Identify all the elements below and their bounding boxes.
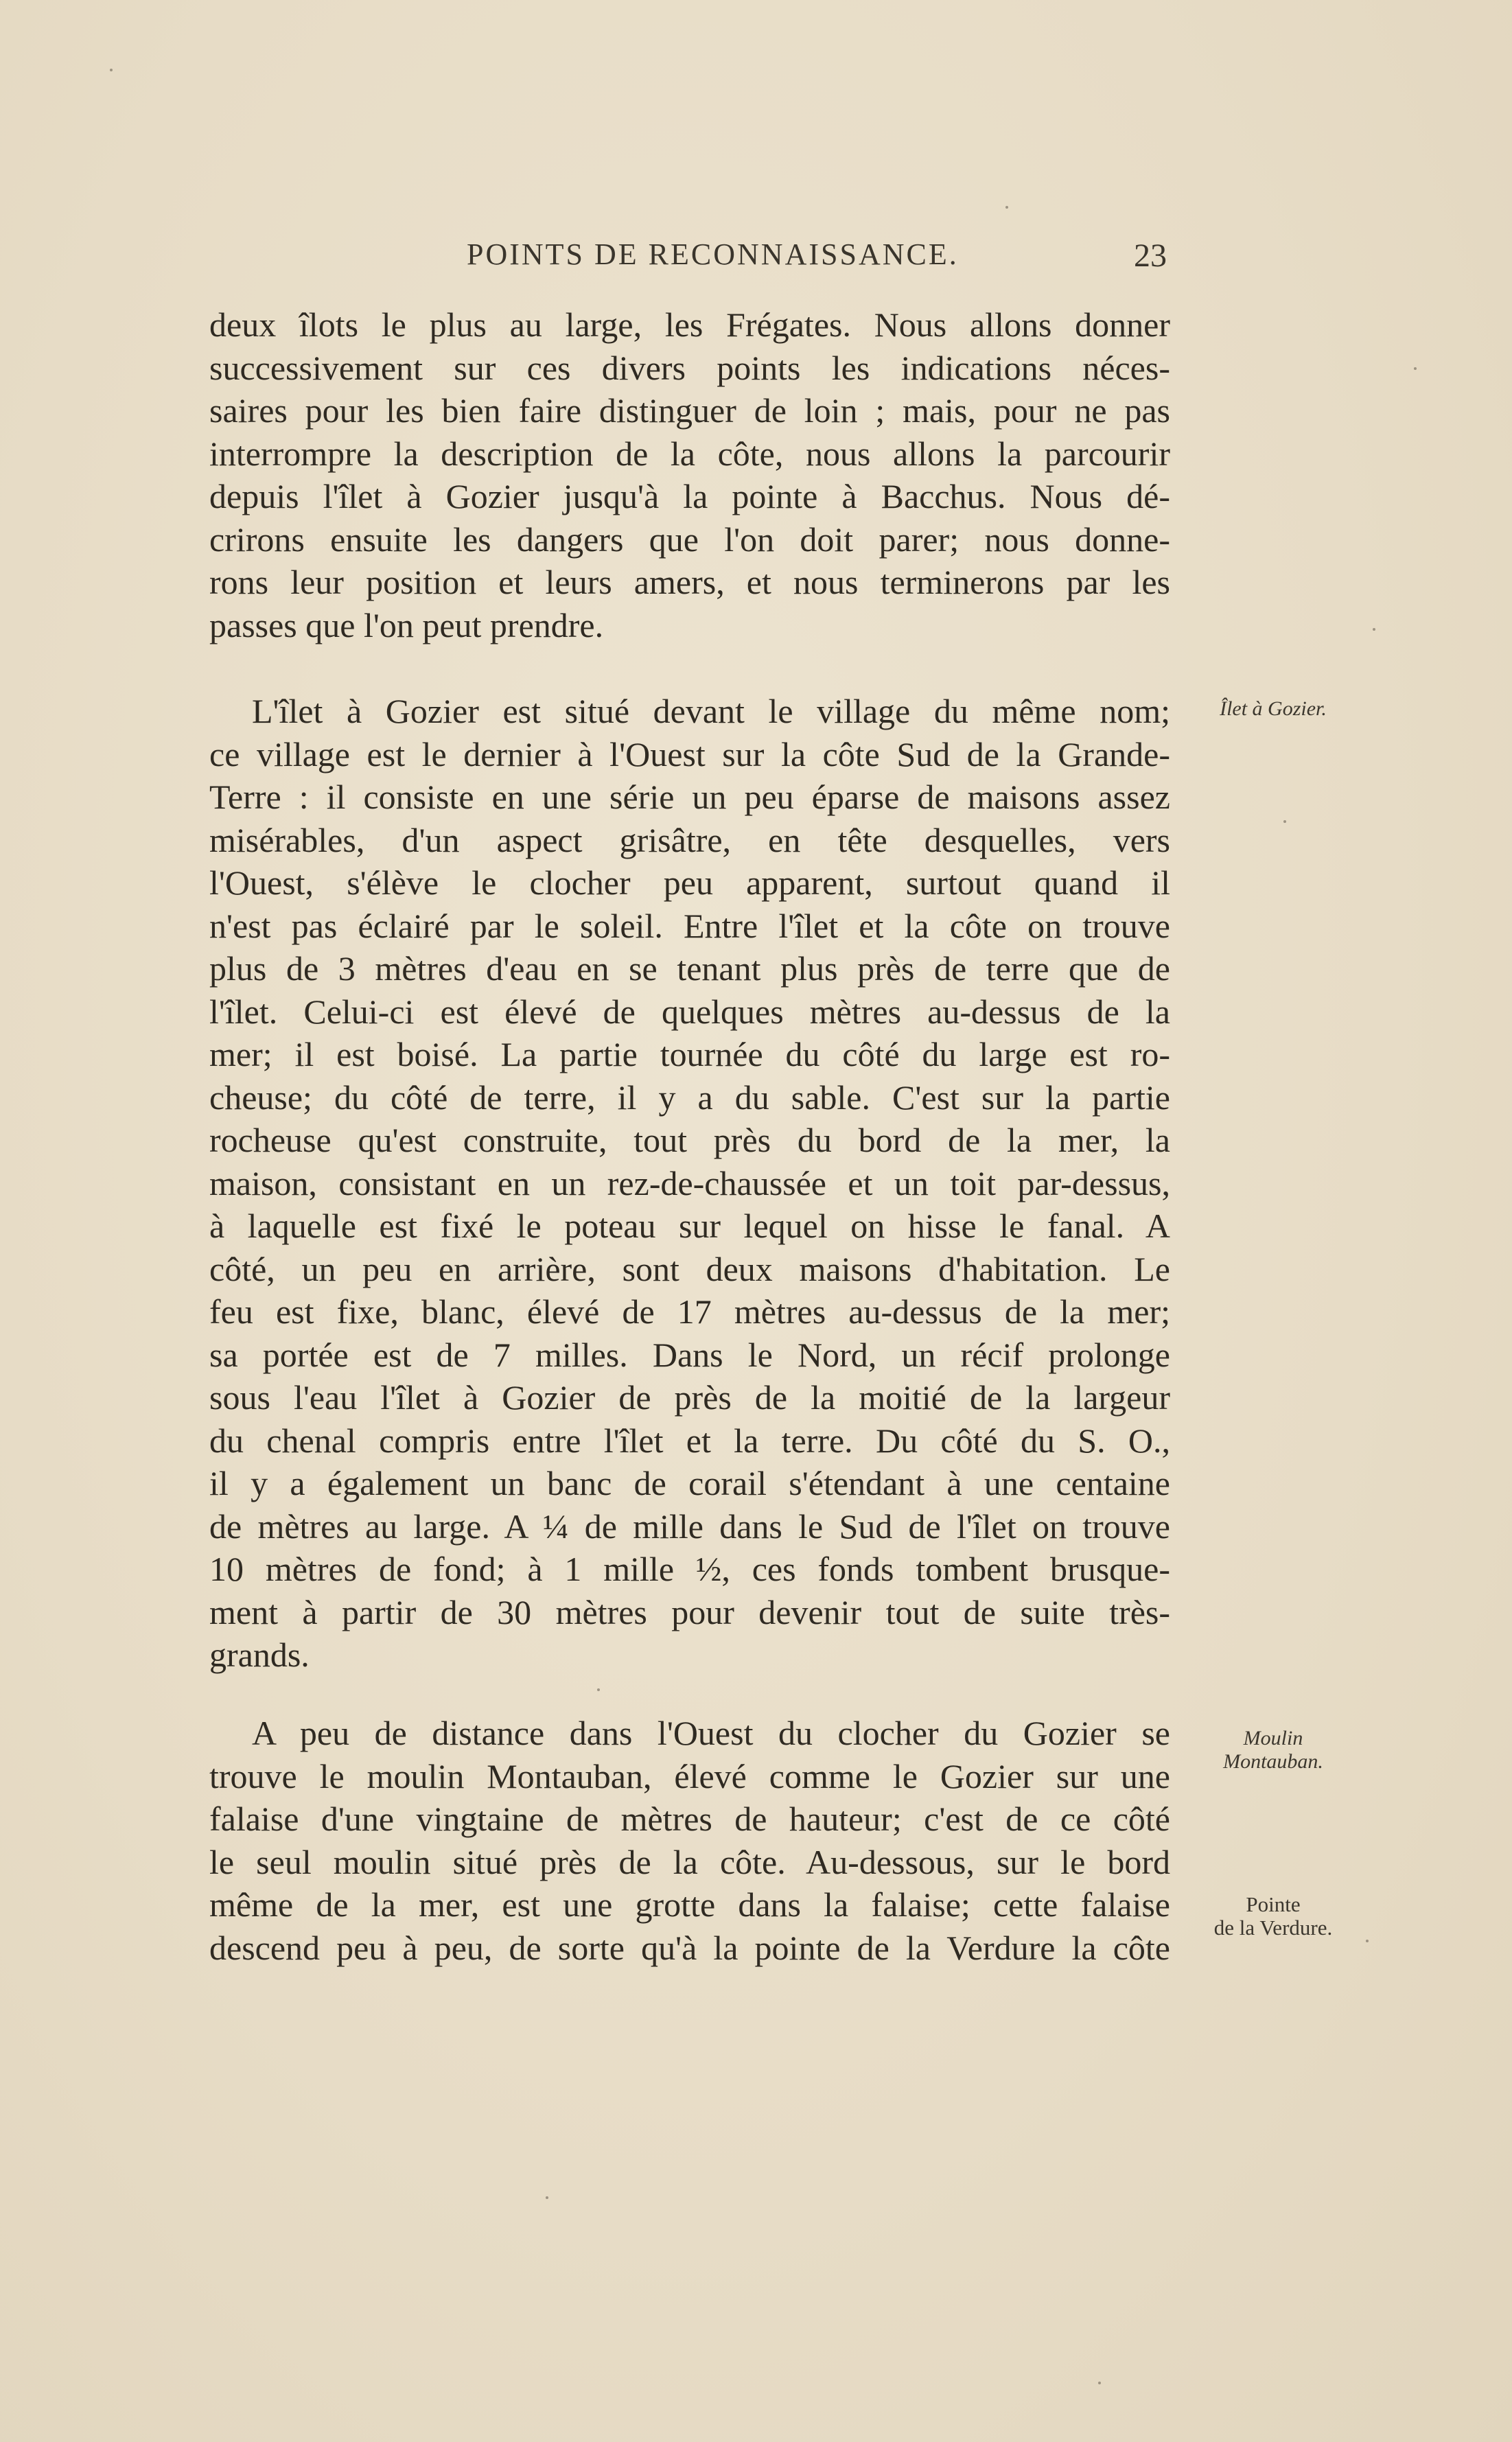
text-line: du chenal compris entre l'îlet et la terre. Du côté du S. O., <box>209 1421 1170 1460</box>
text-line: trouve le moulin Montauban, élevé comme le Gozier sur une <box>209 1756 1170 1795</box>
text-line: sous l'eau l'îlet à Gozier de près de la moitié de la largeur <box>209 1378 1170 1417</box>
paper-speck <box>546 2196 548 2199</box>
text-line: depuis l'îlet à Gozier jusqu'à la pointe à Bacchus. Nous dé- <box>209 477 1170 515</box>
text-line: rocheuse qu'est construite, tout près du bord de la mer, la <box>209 1121 1170 1159</box>
text-line: ment à partir de 30 mètres pour devenir tout de suite très- <box>209 1592 1170 1631</box>
text-line: il y a également un banc de corail s'étendant à une centaine <box>209 1464 1170 1502</box>
margin-note-moulin-montauban <box>1191 1727 1356 1774</box>
text-line: crirons ensuite les dangers que l'on doit parer; nous donne- <box>209 520 1170 559</box>
margin-note-line: Pointe <box>1246 1892 1301 1916</box>
header-title: POINTS DE RECONNAISSANCE. <box>467 237 959 271</box>
text-line: deux îlots le plus au large, les Frégates. Nous allons donner <box>209 305 1170 344</box>
paper-speck <box>1414 367 1417 370</box>
paper-speck <box>1005 206 1008 209</box>
text-line: successivement sur ces divers points les indications néces- <box>209 348 1170 387</box>
paragraph-1 <box>209 303 1170 647</box>
text-line: mer; il est boisé. La partie tournée du côté du large est ro- <box>209 1035 1170 1073</box>
paper-speck <box>1366 1940 1369 1942</box>
text-line: maison, consistant en un rez-de-chaussée et un toit par-dessus, <box>209 1163 1170 1202</box>
margin-note-line: Moulin <box>1243 1727 1303 1749</box>
text-line: grands. <box>209 1636 310 1674</box>
text-line: même de la mer, est une grotte dans la falaise; cette falaise <box>209 1885 1170 1924</box>
text-line: passes que l'on peut prendre. <box>209 605 604 644</box>
text-line: cheuse; du côté de terre, il y a du sable. C'est sur la partie <box>209 1078 1170 1117</box>
text-line: de mètres au large. A ¼ de mille dans le Sud de l'îlet on trouve <box>209 1507 1170 1546</box>
text-line: plus de 3 mètres d'eau en se tenant plus près de terre que de <box>209 949 1170 988</box>
paper-speck <box>1098 2382 1101 2384</box>
text-line: feu est fixe, blanc, élevé de 17 mètres au-dessus de la mer; <box>209 1292 1170 1331</box>
text-line: interrompre la description de la côte, nous allons la parcourir <box>209 434 1170 473</box>
text-line: rons leur position et leurs amers, et nous terminerons par les <box>209 563 1170 601</box>
text-line: A peu de distance dans l'Ouest du clocher du Gozier se <box>252 1714 1170 1752</box>
page-number: 23 <box>1134 237 1167 274</box>
paragraph-2 <box>209 690 1170 1677</box>
paper-speck <box>1283 820 1286 823</box>
text-line: Terre : il consiste en une série un peu éparse de maisons assez <box>209 778 1170 816</box>
margin-note-ilet-a-gozier <box>1191 697 1356 721</box>
paper-speck <box>597 1688 600 1691</box>
paragraph-3 <box>209 1712 1170 1969</box>
text-line: saires pour les bien faire distinguer de loin ; mais, pour ne pas <box>209 391 1170 430</box>
text-line: le seul moulin situé près de la côte. Au-dessous, sur le bord <box>209 1842 1170 1881</box>
paper-speck <box>110 69 113 71</box>
margin-note-line: Montauban. <box>1223 1750 1323 1773</box>
margin-note-line: de la Verdure. <box>1213 1916 1333 1940</box>
text-line: sa portée est de 7 milles. Dans le Nord, un récif prolonge <box>209 1335 1170 1374</box>
text-line: ce village est le dernier à l'Ouest sur la côte Sud de la Grande- <box>209 734 1170 774</box>
text-line: L'îlet à Gozier est situé devant le village du même nom; <box>252 692 1170 730</box>
text-line: descend peu à peu, de sorte qu'à la pointe de la Verdure la côte <box>209 1928 1170 1967</box>
margin-note-line: Îlet à Gozier. <box>1220 697 1327 720</box>
text-line: l'Ouest, s'élève le clocher peu apparent, surtout quand il <box>209 863 1170 902</box>
paper-speck <box>1373 628 1375 631</box>
text-line: l'îlet. Celui-ci est élevé de quelques mètres au-dessus de la <box>209 992 1170 1031</box>
text-line: côté, un peu en arrière, sont deux maisons d'habitation. Le <box>209 1249 1170 1288</box>
text-line: 10 mètres de fond; à 1 mille ½, ces fonds tombent brusque- <box>209 1550 1170 1588</box>
text-line: n'est pas éclairé par le soleil. Entre l'îlet et la côte on trouve <box>209 906 1170 945</box>
text-line: à laquelle est fixé le poteau sur lequel on hisse le fanal. A <box>209 1207 1170 1245</box>
text-line: falaise d'une vingtaine de mètres de hauteur; c'est de ce côté <box>209 1800 1170 1838</box>
running-header <box>0 237 1512 278</box>
text-line: misérables, d'un aspect grisâtre, en tête desquelles, vers <box>209 820 1170 859</box>
margin-note-pointe-de-la-verdure <box>1191 1893 1356 1940</box>
